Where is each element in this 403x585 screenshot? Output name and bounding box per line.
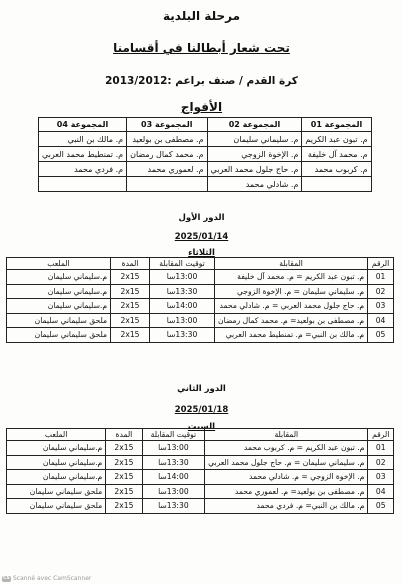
match-venue: ملحق سليماني سليمان [7,484,106,499]
match-row [7,270,394,285]
match-time: 13:00سا [142,441,205,456]
match-number: 02 [368,455,394,470]
match-row [7,470,394,485]
match-row [7,313,394,328]
match-number: 04 [368,484,394,499]
group-team-cell [127,177,207,192]
group-team-cell: م. شادلي محمد [207,177,302,192]
camscanner-logo-icon: CS [3,576,10,581]
match-row [7,441,394,456]
col-header-match: المقابلة [215,258,368,270]
match-number: 01 [368,270,394,285]
round1-title: الدور الأول [178,213,225,223]
match-teams: م. تبون عبد الكريم = م. كربوب محمد [205,441,368,456]
match-teams: م. مالك بن النبي= م. تمنطيط محمد العربي [215,328,368,343]
round1-date: 2025/01/14 [174,232,229,242]
groups-row [39,177,372,192]
group-team-cell: م. حاج جلول محمد العربي [207,162,302,177]
slogan-title: تحت شعار أبطالنا في أقسامنا [113,41,290,55]
camscanner-watermark [2,575,91,582]
match-row [7,455,394,470]
match-time: 14:00سا [150,299,215,314]
match-venue: ملحق سليماني سليمان [7,499,106,514]
match-duration: 2x15 [111,284,150,299]
round1-header-row [7,258,394,270]
match-number: 01 [368,441,394,456]
match-duration: 2x15 [111,313,150,328]
match-venue: ملحق سليماني سليمان [7,313,111,328]
match-teams: م. سليماني سليمان = م. الإخوة الزوجي [215,284,368,299]
match-duration: 2x15 [106,499,142,514]
match-time: 13:00سا [150,270,215,285]
match-teams: م. مصطفى بن بولعيد= م. لعموري محمد [205,484,368,499]
group-header: المجموعة 02 [207,118,302,132]
match-time: 13:30سا [142,455,205,470]
group-team-cell: م. محمد آل خليفة [302,147,371,162]
col-header-venue: الملعب [7,429,106,441]
group-header: المجموعة 01 [302,118,371,132]
match-venue: م.سليماني سليمان [7,455,106,470]
group-team-cell [302,177,371,192]
match-number: 04 [368,313,394,328]
group-team-cell: م. مالك بن النبي [39,132,127,147]
match-teams: م. مالك بن النبي= م. فردي محمد [205,499,368,514]
round1-day: الثلاثاء [188,248,215,258]
match-time: 13:30سا [150,328,215,343]
group-team-cell: م. تبون عبد الكريم [302,132,371,147]
match-row [7,328,394,343]
group-team-cell: م. فردي محمد [39,162,127,177]
match-row [7,299,394,314]
round2-title: الدور الثاني [177,384,226,394]
match-time: 13:00سا [142,484,205,499]
match-venue: م.سليماني سليمان [7,470,106,485]
match-teams: م. حاج جلول محمد العربي = م. شادلي محمد [215,299,368,314]
group-team-cell: م. الإخوة الزوجي [207,147,302,162]
match-time: 13:30سا [142,499,205,514]
match-venue: م.سليماني سليمان [7,284,111,299]
match-number: 03 [368,470,394,485]
match-time: 13:00سا [150,313,215,328]
match-duration: 2x15 [106,484,142,499]
round1-table [6,257,394,343]
match-number: 05 [368,328,394,343]
group-team-cell: م. لعموري محمد [127,162,207,177]
group-header: المجموعة 03 [127,118,207,132]
col-header-time: توقيت المقابلة [150,258,215,270]
match-row [7,499,394,514]
group-team-cell: م. سليماني سليمان [207,132,302,147]
groups-row [39,147,372,162]
match-number: 05 [368,499,394,514]
match-time: 13:30سا [150,284,215,299]
group-team-cell [39,177,127,192]
group-team-cell: م. تمنطيط محمد العربي [39,147,127,162]
group-header: المجموعة 04 [39,118,127,132]
match-duration: 2x15 [111,299,150,314]
match-teams: م. الإخوة الزوجي = م. شادلي محمد [205,470,368,485]
groups-row [39,132,372,147]
match-venue: م.سليماني سليمان [7,270,111,285]
match-duration: 2x15 [106,470,142,485]
match-duration: 2x15 [111,328,150,343]
match-venue: ملحق سليماني سليمان [7,328,111,343]
match-teams: م. مصطفى بن بولعيد= م. محمد كمال رمضان [215,313,368,328]
round2-day: السبت [187,422,216,432]
match-duration: 2x15 [106,441,142,456]
col-header-match: المقابلة [205,429,368,441]
match-number: 03 [368,299,394,314]
match-time: 14:00سا [142,470,205,485]
col-header-venue: الملعب [7,258,111,270]
match-row [7,284,394,299]
col-header-num: الرقم [368,258,394,270]
groups-title: الأفواج [180,100,223,114]
round2-header-row [7,429,394,441]
group-team-cell: م. كربوب محمد [302,162,371,177]
match-duration: 2x15 [106,455,142,470]
match-teams: م. تبون عبد الكريم = م. محمد آل خليفة [215,270,368,285]
match-number: 02 [368,284,394,299]
category-title: كرة القدم / صنف براعم :2013/2012 [105,75,298,87]
round2-date: 2025/01/18 [174,405,229,415]
match-row [7,484,394,499]
stage-title: مرحلة البلدية [162,9,241,23]
col-header-num: الرقم [368,429,394,441]
col-header-duration: المدة [106,429,142,441]
group-team-cell: م. مصطفى بن بولعيد [127,132,207,147]
groups-header-row [39,118,372,132]
round2-table [6,428,394,514]
col-header-time: توقيت المقابلة [142,429,205,441]
match-duration: 2x15 [111,270,150,285]
col-header-duration: المدة [111,258,150,270]
groups-row [39,162,372,177]
match-venue: م.سليماني سليمان [7,299,111,314]
groups-table [38,117,372,192]
match-teams: م. سليماني سليمان = م. حاج جلول محمد العربي [205,455,368,470]
camscanner-text: Scanné avec CamScanner [13,575,92,582]
match-venue: م.سليماني سليمان [7,441,106,456]
group-team-cell: م. محمد كمال رمضان [127,147,207,162]
